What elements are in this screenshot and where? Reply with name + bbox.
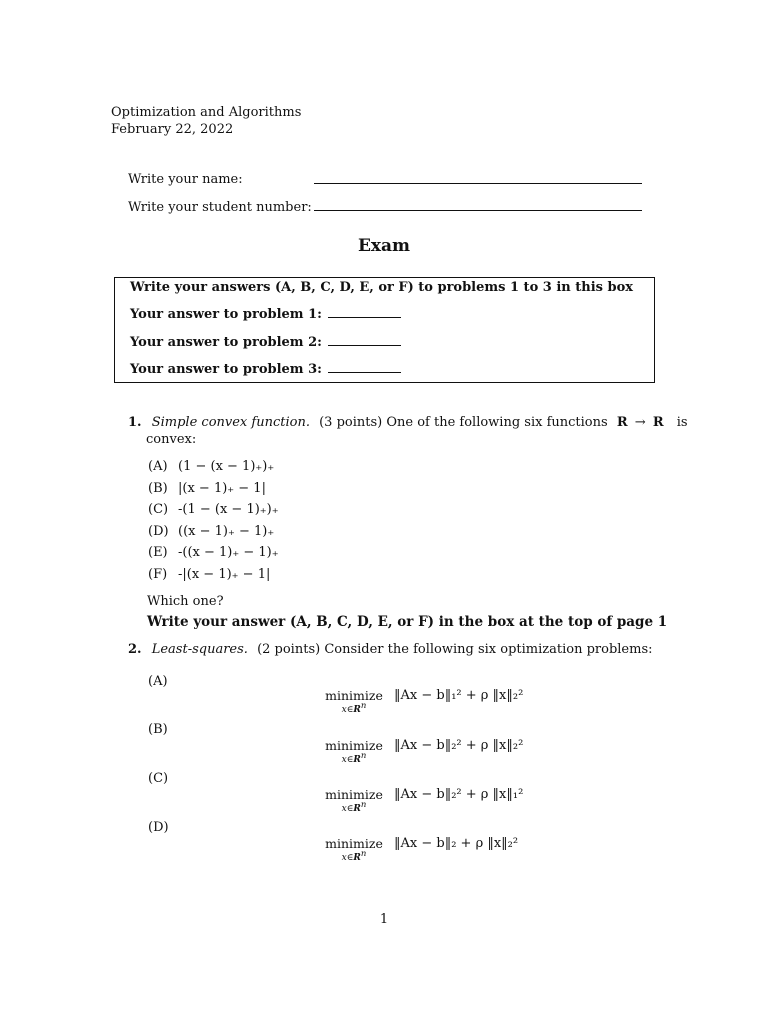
minimize-domain: $x\in R^n$	[341, 701, 367, 715]
page-number: 1	[379, 912, 389, 927]
answer-row-2	[130, 335, 401, 350]
option-expr: |(x − 1)₊ − 1|	[178, 481, 266, 496]
name-field[interactable]	[314, 183, 642, 184]
problem-2-option-label: (B)	[148, 722, 168, 737]
problem-1-number: 1.	[128, 415, 142, 430]
minimize-operator	[322, 787, 386, 814]
problem-1-option	[148, 502, 279, 517]
minimize-word: minimize	[325, 688, 383, 703]
answer-row-1	[130, 307, 401, 322]
minimize-operator	[322, 836, 386, 863]
objective-expression: ‖Ax − b‖₁² + ρ ‖x‖₂²	[394, 688, 524, 703]
objective-expression: ‖Ax − b‖₂² + ρ ‖x‖₂²	[394, 738, 524, 753]
arrow-icon: →	[634, 415, 646, 430]
minimize-word: minimize	[325, 836, 383, 851]
problem-1-option	[148, 567, 270, 582]
minimize-domain: $x\in R^n$	[341, 849, 367, 863]
answer-blank-3[interactable]	[328, 362, 401, 373]
objective-expression: ‖Ax − b‖₂ + ρ ‖x‖₂²	[394, 836, 519, 851]
reals-symbol-1: R	[616, 415, 628, 430]
problem-2-heading	[128, 642, 653, 657]
option-expr: -((x − 1)₊ − 1)₊	[178, 545, 279, 560]
answer-blank-2[interactable]	[328, 335, 401, 346]
answer-label-2: Your answer to problem 2:	[130, 335, 322, 350]
option-expr: ((x − 1)₊ − 1)₊	[178, 524, 275, 539]
page-title: Exam	[357, 236, 411, 256]
problem-2-number: 2.	[128, 642, 142, 657]
minimize-word: minimize	[325, 787, 383, 802]
answer-row-3	[130, 362, 401, 377]
minimize-domain: $x\in R^n$	[341, 800, 367, 814]
problem-2-option-label: (A)	[148, 674, 168, 689]
objective-expression: ‖Ax − b‖₂² + ρ ‖x‖₁²	[394, 787, 524, 802]
answer-box-instruction: Write your answers (A, B, C, D, E, or F) to problems 1 to 3 in this box	[130, 280, 634, 295]
problem-1-option	[148, 524, 274, 539]
option-label: (C)	[148, 502, 169, 517]
option-label: (B)	[148, 481, 168, 496]
problem-1-option	[148, 545, 279, 560]
option-label: (F)	[148, 567, 168, 582]
problem-1-text-c: convex:	[146, 432, 197, 447]
student-number-field[interactable]	[314, 210, 642, 211]
problem-1-option	[148, 459, 274, 474]
option-expr: -|(x − 1)₊ − 1|	[178, 567, 271, 582]
option-label: (E)	[148, 545, 168, 560]
minimize-word: minimize	[325, 738, 383, 753]
name-label: Write your name:	[128, 172, 243, 187]
option-label: (D)	[148, 524, 169, 539]
problem-1-text-b: is	[676, 415, 688, 430]
minimize-operator	[322, 688, 386, 715]
problem-2-option-label: (D)	[148, 820, 169, 835]
student-number-label: Write your student number:	[128, 200, 312, 215]
problem-2-text: (2 points) Consider the following six optimization problems:	[257, 642, 653, 657]
problem-1-heading	[128, 415, 688, 430]
problem-2-option-label: (C)	[148, 771, 169, 786]
problem-1-title: Simple convex function.	[151, 415, 310, 430]
answer-label-3: Your answer to problem 3:	[130, 362, 322, 377]
problem-2-title: Least-squares.	[151, 642, 248, 657]
option-label: (A)	[148, 459, 168, 474]
problem-1-text: (3 points) One of the following six functions	[319, 415, 608, 430]
course-title: Optimization and Algorithms	[111, 105, 302, 120]
minimize-operator	[322, 738, 386, 765]
minimize-domain: $x\in R^n$	[341, 751, 367, 765]
option-expr: (1 − (x − 1)₊)₊	[178, 459, 275, 474]
exam-date: February 22, 2022	[111, 122, 234, 137]
option-expr: -(1 − (x − 1)₊)₊	[178, 502, 279, 517]
problem-1-which: Which one?	[147, 594, 224, 609]
answer-label-1: Your answer to problem 1:	[130, 307, 322, 322]
problem-1-option	[148, 481, 266, 496]
reals-symbol-2: R	[652, 415, 664, 430]
problem-1-instruction: Write your answer (A, B, C, D, E, or F) in the box at the top of page 1	[147, 614, 668, 630]
answer-blank-1[interactable]	[328, 307, 401, 318]
